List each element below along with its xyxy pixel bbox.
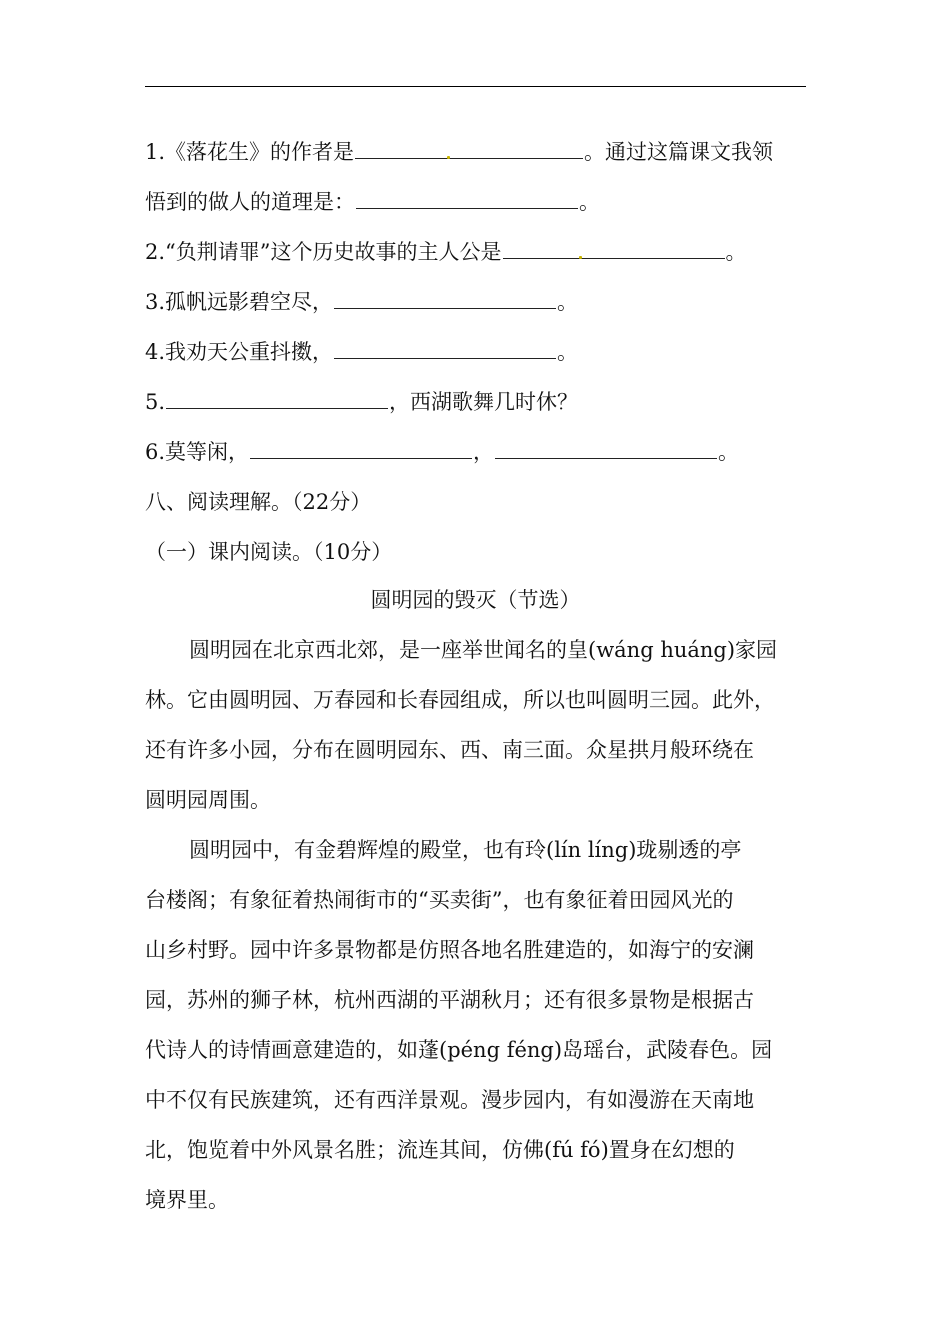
passage-title: 圆明园的毁灭（节选） [370, 588, 581, 612]
answer-blank-6a[interactable] [250, 438, 472, 459]
question-1-continued: 悟到的做人的道理是： 。 [145, 190, 600, 214]
section-heading: 八、阅读理解。（22分） [145, 490, 372, 514]
answer-blank-1b[interactable] [356, 188, 578, 209]
question-1: 1.《落花生》的作者是 。通过这篇课文我领 [145, 140, 774, 164]
answer-blank-6b[interactable] [495, 438, 717, 459]
answer-blank-5[interactable] [166, 388, 388, 409]
question-4: 4.我劝天公重抖擞， 。 [145, 340, 579, 364]
question-2: 2.“负荆请罪”这个历史故事的主人公是 。 [145, 240, 747, 264]
question-3: 3.孤帆远影碧空尽， 。 [145, 290, 579, 314]
subsection-heading: （一）课内阅读。（10分） [145, 540, 393, 564]
question-5: 5. ，西湖歌舞几时休？ [145, 390, 579, 414]
answer-blank-2[interactable] [503, 238, 725, 259]
answer-blank-4[interactable] [334, 338, 556, 359]
passage-paragraph-2: 圆明园中，有金碧辉煌的殿堂，也有玲(lín líng)珑剔透的亭 台楼阁；有象征着热闹街市的“买卖街”，也有象征着田园风光的 山乡村野。园中许多景物都是仿照各地名胜建造的，如海宁的安澜 园，苏州的狮子林，杭州西湖的平湖秋月；还有很多景物是根据古 代诗人的诗情画意建造的，如蓬(péng féng)岛瑶台，武陵春色。园 中不仅有民族建筑，还有西洋景观。漫步园内，有如漫游在天南地 北，饱览着中外风景名胜；流连其间，仿佛(fú fó)置身在幻想的 境界里。 [145, 838, 773, 1212]
answer-blank-3[interactable] [334, 288, 556, 309]
passage-paragraph-1: 圆明园在北京西北郊，是一座举世闻名的皇(wáng huáng)家园 林。它由圆明园、万春园和长春园组成，所以也叫圆明三园。此外， 还有许多小园，分布在圆明园东、西、南三面。众星拱月般环绕在 圆明园周围。 [145, 638, 778, 812]
header-rule [145, 86, 806, 87]
answer-blank-1[interactable] [355, 138, 583, 159]
question-6: 6.莫等闲， ， 。 [145, 440, 740, 464]
